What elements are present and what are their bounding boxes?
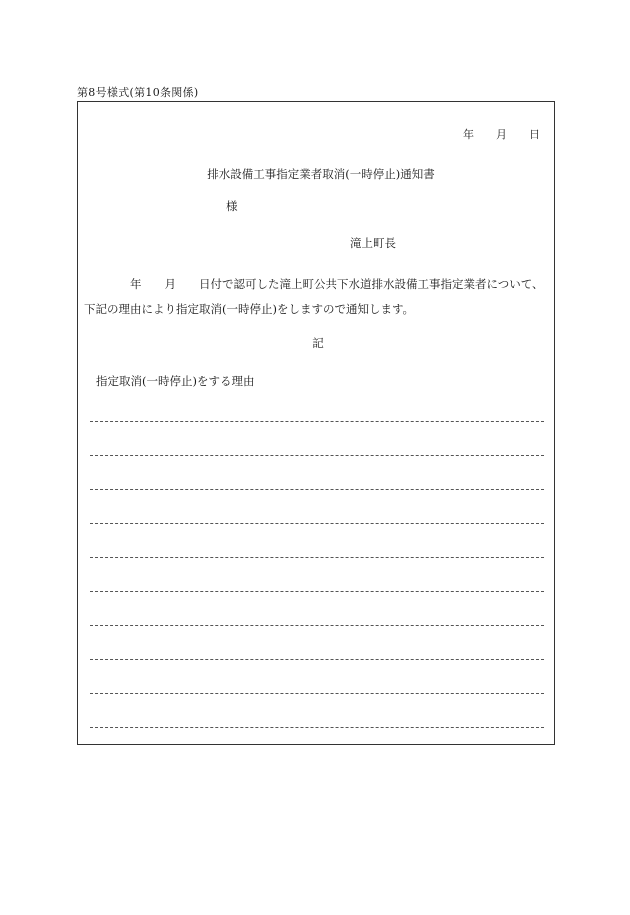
reason-writing-lines [90,102,544,744]
reason-line [90,455,544,456]
form-number: 第8号様式(第10条関係) [77,86,199,99]
reason-line [90,421,544,422]
date-line: 年 月 日 [463,128,540,141]
issuer-name: 滝上町長 [350,236,396,250]
ki-heading: 記 [312,336,324,350]
notice-body-line-1: 年 月 日付で認可した滝上町公共下水道排水設備工事指定業者について、 [84,277,544,291]
reason-line [90,557,544,558]
notice-body-line-2: 下記の理由により指定取消(一時停止)をしますので通知します。 [84,302,415,316]
reason-line [90,659,544,660]
reason-line [90,489,544,490]
reason-line [90,523,544,524]
reason-line [90,693,544,694]
reason-label: 指定取消(一時停止)をする理由 [96,374,255,388]
reason-line [90,625,544,626]
document-title: 排水設備工事指定業者取消(一時停止)通知書 [207,167,435,181]
addressee-honorific: 様 [226,199,238,213]
reason-line [90,591,544,592]
reason-line [90,727,544,728]
notice-form-frame [77,101,555,745]
